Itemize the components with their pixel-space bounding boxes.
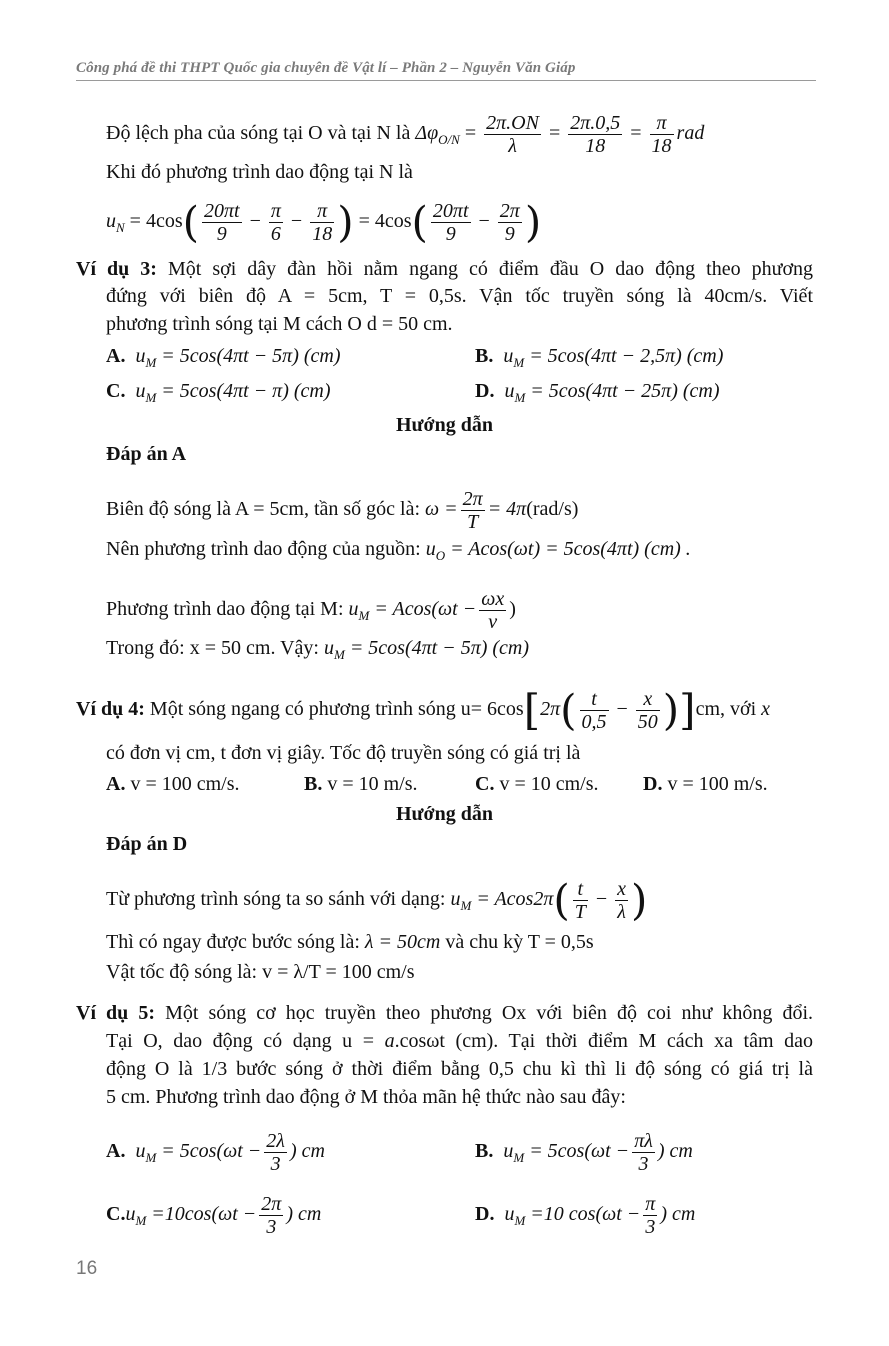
ex4-guide-heading: Hướng dẫn	[395, 803, 493, 825]
ex4-option-a: A. v = 100 cm/s.	[106, 773, 240, 795]
example-5-line-4: 5 cm. Phương trình dao động ở M thỏa mãn hệ thức nào sau đây:	[106, 1086, 626, 1108]
ex5-option-d: D. $u_M =10$ cos(ωt − $\frac{\pi}{3}$ ) cm	[475, 1193, 696, 1238]
example-4-line-1: Ví dụ 4: Một sóng ngang có phương trình sóng u= 6cos[2π( $\frac{t}{0,5}$ − $\frac{x}{50}$ )]cm, với x	[76, 685, 771, 735]
ex5-option-c: $C.u_M =10\cos(\omega t$ − $\frac{2\pi}{3}$ ) cm	[106, 1193, 322, 1238]
ex3-answer: Đáp án A	[106, 443, 187, 465]
ex4-step-2: Thì có ngay được bước sóng là: λ = 50cm và chu kỳ T = 0,5s	[106, 931, 594, 953]
ex3-step-1: Biên độ sóng là A = 5cm, tần số góc là: ω = $\frac{2\pi}{T}$ = 4π(rad/s)	[106, 488, 579, 533]
ex3-guide-heading: Hướng dẫn	[395, 414, 493, 436]
phase-fraction-2: $\frac{2\pi.0,5}{18}$	[570, 112, 621, 157]
example-5-line-2: Tại O, dao động có dạng u = a.cosωt (cm). Tại thời điểm M cách xa tâm dao	[106, 1030, 814, 1052]
running-header: Công phá đề thi THPT Quốc gia chuyên đề Vật lí – Phần 2 – Nguyễn Văn Giáp	[76, 60, 576, 76]
example-5-line-3: động O là 1/3 bước sóng ở thời điểm bằng 0,5 chu kì thì li độ sóng có giá trị là	[106, 1058, 813, 1080]
ex3-step-4: Trong đó: x = 50 cm. Vậy: $u_M = 5\cos(4\pi t - 5\pi)$ (cm)	[106, 637, 530, 662]
page-number: 16	[76, 1258, 98, 1279]
uN-equation: $u_N = 4\cos$( $\frac{20\pi t}{9}$ − $\frac{\pi}{6}$ − $\frac{\pi}{18}$ ) = 4cos( $\frac{20\pi t}{9}$ − $\frac{2\pi}{9}$ )	[106, 197, 542, 247]
example-3-line-1: Ví dụ 3: Một sợi dây đàn hồi nằm ngang có điểm đầu O dao động theo phương	[76, 258, 814, 280]
header-rule	[76, 80, 816, 81]
ex4-option-c: C. v = 10 cm/s.	[475, 773, 599, 795]
ex3-option-d: D. $u_M = 5\cos(4\pi t - 25\pi)$ (cm)	[475, 380, 720, 405]
phase-difference-line: Độ lệch pha của sóng tại O và tại N là $\Delta\varphi_{O/N}$ = $\frac{2\pi.ON}{\lambda}$ = $\frac{2\pi.0,5}{18}$ = $\frac{\pi}{18}$ rad	[106, 112, 705, 157]
ex5-option-b: B. $u_M = 5\cos(\omega t$ − $\frac{\pi\lambda}{3}$ ) cm	[475, 1130, 693, 1175]
ex4-step-1: Từ phương trình sóng ta so sánh với dạng: $u_M = Acos2\pi$( $\frac{t}{T}$ − $\frac{x}{\lambda}$ )	[106, 875, 648, 925]
phase-fraction-1: $\frac{2\pi.ON}{\lambda}$	[486, 112, 539, 157]
ex3-option-c: C. $u_M = 5\cos(4\pi t - \pi)$ (cm)	[106, 380, 331, 405]
example-5-line-1: Ví dụ 5: Một sóng cơ học truyền theo phương Ox với biên độ coi như không đổi.	[76, 1002, 814, 1024]
ex4-option-d: D. v = 100 m/s.	[643, 773, 768, 795]
ex5-option-a: A. $u_M = 5\cos(\omega t$ − $\frac{2\lambda}{3}$ ) cm	[106, 1130, 325, 1175]
phase-text: Độ lệch pha của sóng tại O và tại N là	[106, 122, 411, 145]
example-3-line-3: phương trình sóng tại M cách O d = 50 cm.	[106, 313, 453, 335]
equation-intro: Khi đó phương trình dao động tại N là	[106, 161, 413, 183]
ex3-option-b: B. $u_M = 5\cos(4\pi t - 2,5\pi)$ (cm)	[475, 345, 724, 370]
example-4-line-2: có đơn vị cm, t đơn vị giây. Tốc độ truyền sóng có giá trị là	[106, 742, 581, 764]
ex4-option-b: B. v = 10 m/s.	[304, 773, 418, 795]
ex3-step-3: Phương trình dao động tại M: $u_M = Acos(\omega t$ − $\frac{\omega x}{v}$ )	[106, 588, 516, 633]
ex3-option-a: A. $u_M = 5\cos(4\pi t - 5\pi)$ (cm)	[106, 345, 341, 370]
phase-fraction-3: $\frac{\pi}{18}$	[651, 112, 672, 157]
ex4-answer: Đáp án D	[106, 833, 188, 855]
phase-lhs: $\Delta\varphi_{O/N}$	[415, 122, 460, 148]
example-3-line-2: đứng với biên độ A = 5cm, T = 0,5s. Vận tốc truyền sóng là 40cm/s. Viết	[106, 285, 813, 307]
ex4-step-3: Vật tốc độ sóng là: v = λ/T = 100 cm/s	[106, 961, 415, 983]
ex3-step-2: Nên phương trình dao động của nguồn: $u_O = Acos(\omega t) = 5\cos(4\pi t)$ (cm) .	[106, 538, 691, 563]
